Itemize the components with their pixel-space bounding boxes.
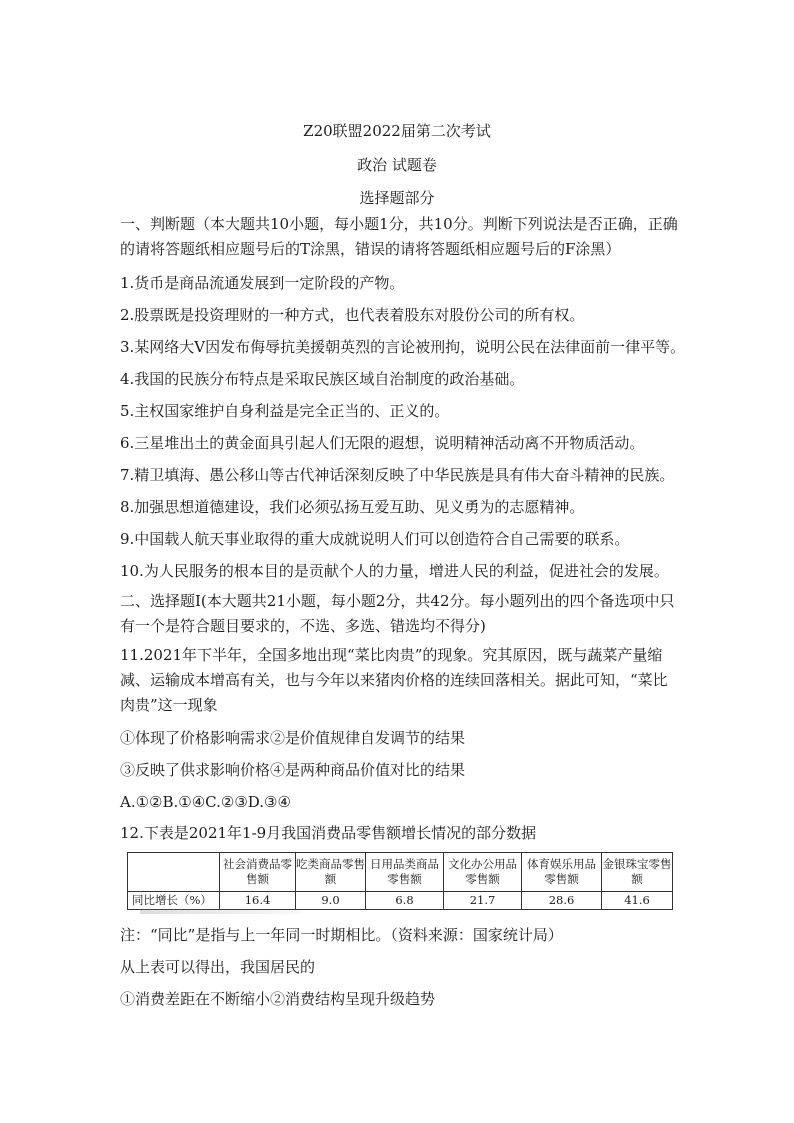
- question-12-statements-1: ①消费差距在不断缩小②消费结构呈现升级趋势: [120, 990, 436, 1008]
- consumption-growth-table: [127, 852, 673, 910]
- question-12-note: 注：“同比”是指与上一年同一时期相比。（资料来源：国家统计局）: [120, 926, 563, 944]
- section1-heading: 一、判断题（本大题共10小题，每小题1分，共10分。判断下列说法是否正确，正确的请将答题纸相应题号后的T涂黑，错误的请将答题纸相应题号后的F涂黑）: [120, 215, 678, 258]
- table-header-cell: 金银珠宝零售额: [602, 853, 673, 892]
- table-cell: 21.7: [444, 892, 522, 910]
- question-12-stem: 12.下表是2021年1-9月我国消费品零售额增长情况的部分数据: [120, 824, 537, 842]
- judgment-item: 7.精卫填海、愚公移山等古代神话深刻反映了中华民族是具有伟大奋斗精神的民族。: [120, 466, 675, 484]
- table-header-cell: 日用品类商品零售额: [366, 853, 444, 892]
- table-header-cell: 吃类商品零售额: [296, 853, 366, 892]
- judgment-item: 5.主权国家维护自身利益是完全正当的、正义的。: [120, 402, 450, 420]
- table-cell: 41.6: [602, 892, 673, 910]
- table-row-label: 同比增长（%）: [128, 892, 220, 910]
- table-header-cell: [128, 853, 220, 892]
- judgment-item: 10.为人民服务的根本目的是贡献个人的力量，增进人民的利益，促进社会的发展。: [120, 562, 669, 580]
- table-header-cell: 体育娱乐用品零售额: [522, 853, 602, 892]
- question-12-lead: 从上表可以得出，我国居民的: [120, 958, 316, 976]
- judgment-item: 3.某网络大V因发布侮辱抗美援朝英烈的言论被刑拘，说明公民在法律面前一律平等。: [120, 338, 686, 356]
- subject-title: 政治 试题卷: [357, 156, 437, 174]
- scan-artifact: [140, 909, 300, 914]
- judgment-item: 4.我国的民族分布特点是采取民族区域自治制度的政治基础。: [120, 370, 525, 388]
- table-header-cell: 文化办公用品零售额: [444, 853, 522, 892]
- section2-heading: 二、选择题Ⅰ(本大题共21小题，每小题2分，共42分。每小题列出的四个备选项中只有一个是符合题目要求的，不选、多选、错选均不得分): [120, 592, 675, 635]
- table-header-cell: 社会消费品零售额: [220, 853, 296, 892]
- exam-title: Z20联盟2022届第二次考试: [303, 122, 491, 140]
- question-11-statements-2: ③反映了供求影响价格④是两种商品价值对比的结果: [120, 761, 466, 779]
- question-11-stem: 11.2021年下半年，全国多地出现“菜比肉贵”的现象。究其原因，既与蔬菜产量缩减、运输成本增高有关，也与今年以来猪肉价格的连续回落相关。据此可知，“菜比肉贵”这一现象: [120, 646, 668, 714]
- table-cell: 16.4: [220, 892, 296, 910]
- table-cell: 9.0: [296, 892, 366, 910]
- question-11-statements-1: ①体现了价格影响需求②是价值规律自发调节的结果: [120, 729, 466, 747]
- table-cell: 6.8: [366, 892, 444, 910]
- judgment-item: 2.股票既是投资理财的一种方式，也代表着股东对股份公司的所有权。: [120, 306, 585, 324]
- judgment-item: 8.加强思想道德建设，我们必须弘扬互爱互助、见义勇为的志愿精神。: [120, 498, 585, 516]
- judgment-item: 9.中国载人航天事业取得的重大成就说明人们可以创造符合自己需要的联系。: [120, 530, 630, 548]
- table-cell: 28.6: [522, 892, 602, 910]
- judgment-item: 6.三星堆出土的黄金面具引起人们无限的遐想，说明精神活动离不开物质活动。: [120, 434, 645, 452]
- judgment-item: 1.货币是商品流通发展到一定阶段的产物。: [120, 274, 405, 292]
- part-title: 选择题部分: [359, 189, 435, 207]
- question-11-options: A.①②B.①④C.②③D.③④: [120, 793, 291, 811]
